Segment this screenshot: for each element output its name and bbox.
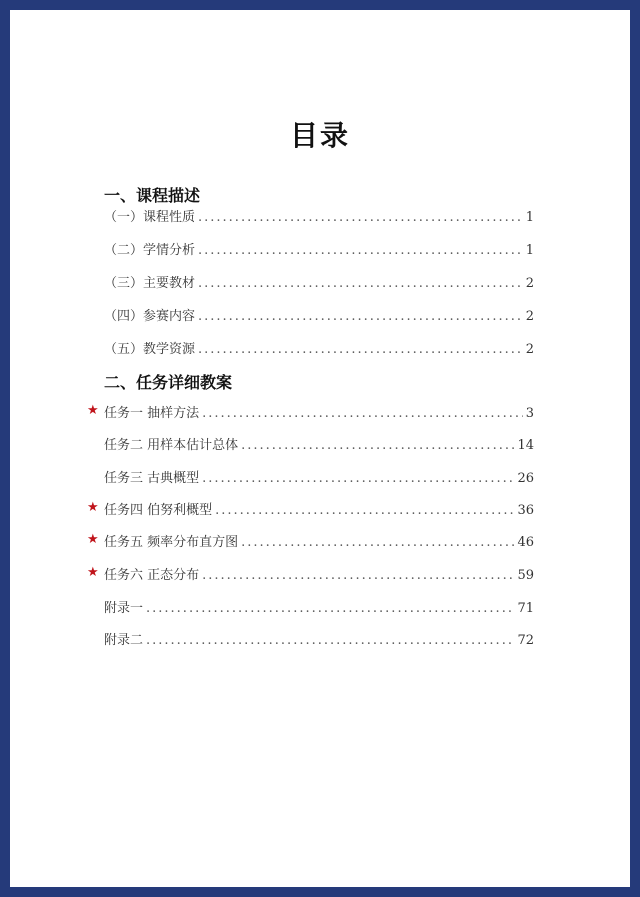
toc-page-number: 1 — [525, 210, 534, 225]
toc-page-number: 26 — [517, 471, 534, 486]
toc-entry-label: 任务三 古典概型 — [104, 471, 200, 486]
star-icon: ★ — [87, 500, 99, 515]
toc-entry[interactable] — [104, 305, 534, 325]
toc-entry-label: （一）课程性质 — [104, 210, 196, 225]
toc-page-number: 3 — [525, 406, 534, 421]
toc-page-number: 1 — [525, 243, 534, 258]
toc-entry-label: （三）主要教材 — [104, 276, 196, 291]
toc-leader-dots — [198, 276, 523, 291]
toc-page-number: 59 — [517, 568, 534, 583]
toc-leader-dots — [198, 210, 523, 225]
toc-page-number: 72 — [517, 633, 534, 648]
toc-page-number: 71 — [517, 601, 534, 616]
toc-entry[interactable] — [104, 434, 534, 454]
toc-leader-dots — [215, 503, 514, 518]
toc-entry-label: 任务四 伯努利概型 — [104, 503, 213, 518]
toc-entry[interactable] — [104, 499, 534, 519]
toc-page-number: 36 — [517, 503, 534, 518]
toc-leader-dots — [241, 535, 514, 550]
toc-leader-dots — [198, 342, 523, 357]
toc-leader-dots — [146, 633, 514, 648]
toc-entry[interactable] — [104, 531, 534, 551]
toc-entry-label: 任务二 用样本估计总体 — [104, 438, 239, 453]
toc-entry[interactable] — [104, 338, 534, 358]
toc-entry[interactable] — [104, 206, 534, 226]
section-heading-course-description: 一、课程描述 — [104, 186, 201, 205]
toc-entry-label: 附录一 — [104, 601, 144, 616]
toc-entry-label: （五）教学资源 — [104, 342, 196, 357]
toc-leader-dots — [198, 309, 523, 324]
toc-entry-label: 附录二 — [104, 633, 144, 648]
document-page — [10, 10, 630, 887]
toc-leader-dots — [202, 568, 514, 583]
toc-leader-dots — [202, 471, 514, 486]
toc-entry-label: 任务六 正态分布 — [104, 568, 200, 583]
toc-page-number: 2 — [525, 342, 534, 357]
toc-entry-label: （二）学情分析 — [104, 243, 196, 258]
toc-entry[interactable] — [104, 272, 534, 292]
section-heading-task-lesson-plans: 二、任务详细教案 — [104, 373, 233, 392]
toc-entry-label: 任务五 频率分布直方图 — [104, 535, 239, 550]
toc-entry[interactable] — [104, 597, 534, 617]
toc-entry[interactable] — [104, 564, 534, 584]
toc-page-number: 2 — [525, 276, 534, 291]
toc-entry[interactable] — [104, 402, 534, 422]
toc-page-number: 2 — [525, 309, 534, 324]
toc-leader-dots — [146, 601, 514, 616]
toc-leader-dots — [202, 406, 523, 421]
toc-entry-label: 任务一 抽样方法 — [104, 406, 200, 421]
toc-page-number: 46 — [517, 535, 534, 550]
page-title: 目录 — [289, 119, 350, 152]
toc-entry[interactable] — [104, 467, 534, 487]
star-icon: ★ — [87, 565, 99, 580]
star-icon: ★ — [87, 532, 99, 547]
toc-entry[interactable] — [104, 629, 534, 649]
toc-leader-dots — [241, 438, 514, 453]
toc-entry[interactable] — [104, 239, 534, 259]
toc-entry-label: （四）参赛内容 — [104, 309, 196, 324]
toc-page-number: 14 — [517, 438, 534, 453]
toc-leader-dots — [198, 243, 523, 258]
star-icon: ★ — [87, 403, 99, 418]
